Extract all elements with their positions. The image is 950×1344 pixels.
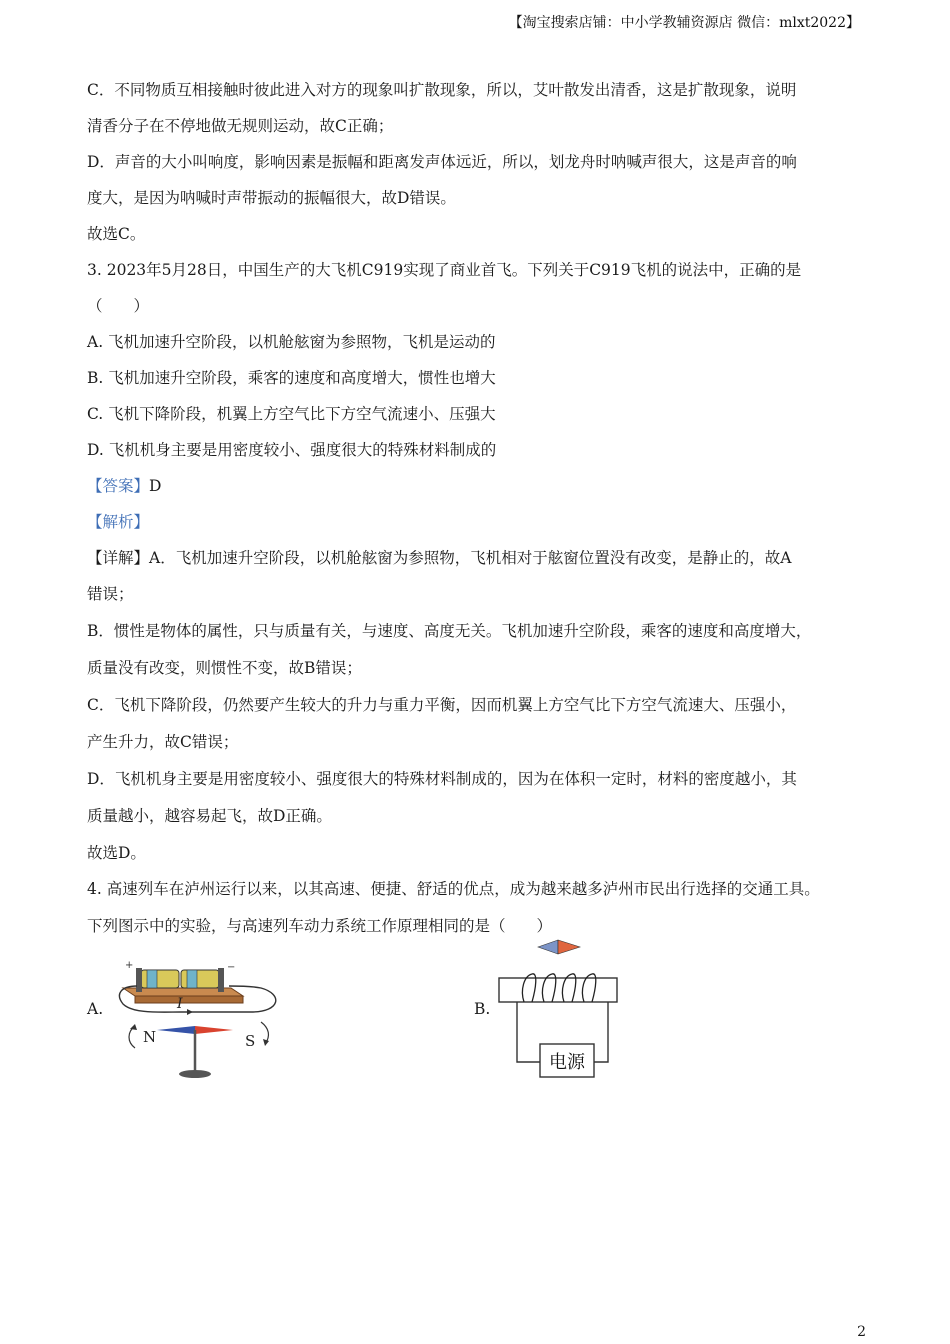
text-line: D．飞机机身主要是用密度较小、强度很大的特殊材料制成的，因为在体积一定时，材料的密度越小，其 <box>87 770 797 788</box>
rotation-arrow-right-head <box>263 1039 269 1046</box>
battery-cell-left-stripe <box>147 970 157 988</box>
text-line: 度大，是因为呐喊时声带振动的振幅很大，故D错误。 <box>87 189 456 207</box>
question-4-stem: 4. 高速列车在泸州运行以来，以其高速、便捷、舒适的优点，成为越来越多泸州市民出行选择的交通工具。 <box>87 880 820 898</box>
page-number: 2 <box>857 1324 866 1340</box>
option-c: C. 飞机下降阶段，机翼上方空气比下方空气流速小、压强大 <box>87 405 496 423</box>
text-line: 质量没有改变，则惯性不变，故B错误； <box>87 659 362 677</box>
compass-base <box>179 1070 211 1078</box>
power-source-label: 电源 <box>549 1052 585 1073</box>
answer-line <box>87 472 869 508</box>
figure-row <box>87 938 869 1088</box>
figure-b-electromagnet <box>492 938 632 1083</box>
wood-base-front <box>135 996 243 1003</box>
question-3-blank: （ ） <box>87 297 150 315</box>
text-line: 错误； <box>87 585 134 603</box>
text-line: 故选D。 <box>87 844 146 862</box>
analysis-line <box>87 508 869 544</box>
option-b: B. 飞机加速升空阶段，乘客的速度和高度增大，惯性也增大 <box>87 369 496 387</box>
option-d: D. 飞机机身主要是用密度较小、强度很大的特殊材料制成的 <box>87 441 497 459</box>
figure-a-oersted-experiment <box>111 956 301 1086</box>
plus-terminal: + <box>125 960 134 971</box>
current-label: I <box>177 996 183 1012</box>
rotation-arrow-left-head <box>130 1024 137 1030</box>
text-line: C．不同物质互相接触时彼此进入对方的现象叫扩散现象，所以，艾叶散发出清香，这是扩散现象，说明 <box>87 81 797 99</box>
figure-a-label: A. <box>87 1000 104 1018</box>
compass-needle-left <box>538 940 558 954</box>
question-4-stem-cont: 下列图示中的实验，与高速列车动力系统工作原理相同的是（ ） <box>87 917 553 935</box>
detail-line <box>87 544 869 580</box>
question-3-stem: 3. 2023年5月28日，中国生产的大飞机C919实现了商业首飞。下列关于C919飞机的说法中，正确的是 <box>87 261 802 279</box>
battery-cell-right <box>181 970 219 988</box>
compass-needle-north <box>157 1026 195 1034</box>
document-body <box>87 76 869 948</box>
figure-b-label: B. <box>474 1000 491 1018</box>
text-line: C．飞机下降阶段，仍然要产生较大的升力与重力平衡，因而机翼上方空气比下方空气流速大、压强小， <box>87 696 797 714</box>
minus-terminal: − <box>227 962 236 973</box>
battery-cell-left <box>141 970 179 988</box>
compass-needle-right <box>558 940 580 954</box>
battery-holder-left <box>136 968 142 992</box>
text-line: 产生升力，故C错误； <box>87 733 239 751</box>
option-a: A. 飞机加速升空阶段，以机舱舷窗为参照物，飞机是运动的 <box>87 333 496 351</box>
text-line: 质量越小，越容易起飞，故D正确。 <box>87 807 332 825</box>
compass-needle-south <box>195 1026 233 1034</box>
battery-cell-right-stripe <box>187 970 197 988</box>
current-arrow <box>187 1009 193 1015</box>
south-label: S <box>245 1032 256 1050</box>
battery-holder-right <box>218 968 224 992</box>
page-header: 【淘宝搜索店铺：中小学教辅资源店 微信：mlxt2022】 <box>508 15 860 31</box>
detail-text: A．飞机加速升空阶段，以机舱舷窗为参照物，飞机相对于舷窗位置没有改变，是静止的，故A <box>149 549 792 567</box>
detail-tag: 【详解】 <box>87 549 150 567</box>
text-line: 故选C。 <box>87 225 146 243</box>
north-label: N <box>143 1028 157 1046</box>
iron-core <box>499 978 617 1002</box>
analysis-tag: 【解析】 <box>87 513 150 531</box>
text-line: 清香分子在不停地做无规则运动，故C正确； <box>87 117 394 135</box>
answer-tag: 【答案】 <box>87 477 150 495</box>
text-line: D．声音的大小叫响度，影响因素是振幅和距离发声体远近，所以，划龙舟时呐喊声很大，这是声音的响 <box>87 153 797 171</box>
answer-value: D <box>149 477 162 495</box>
text-line: B．惯性是物体的属性，只与质量有关，与速度、高度无关。飞机加速升空阶段，乘客的速度和高度增大， <box>87 622 812 640</box>
